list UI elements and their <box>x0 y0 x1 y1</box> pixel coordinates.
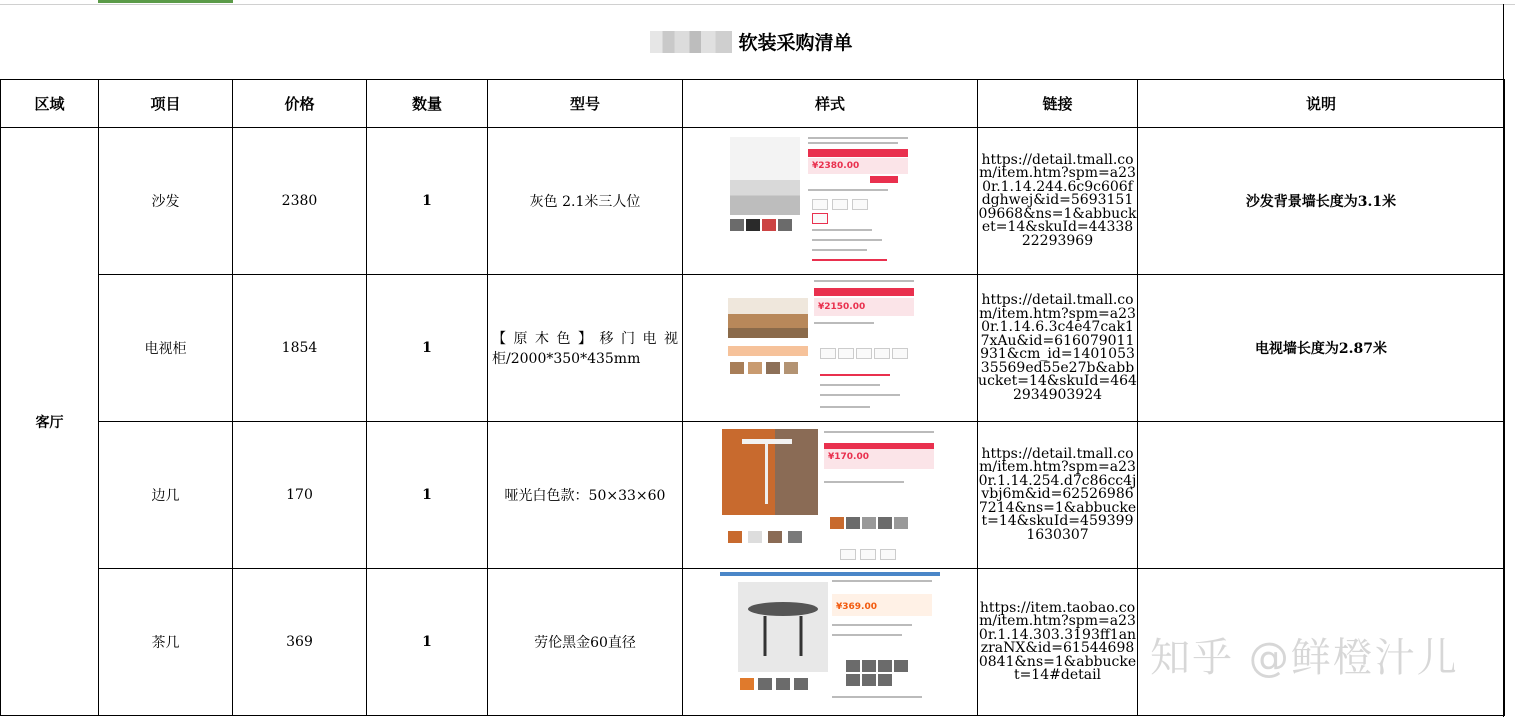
table-row <box>1 275 1505 422</box>
model-cell[interactable]: 【原木色】移门电视柜/2000*350*435mm <box>488 275 683 422</box>
header-price[interactable]: 价格 <box>233 80 367 128</box>
text-line <box>812 229 872 231</box>
sheet-title-cell[interactable] <box>0 4 1503 80</box>
thumb <box>788 531 802 543</box>
thumb <box>784 362 798 374</box>
text-line <box>820 406 870 408</box>
text-line <box>824 431 934 433</box>
style-cell[interactable] <box>683 275 978 422</box>
link-cell[interactable]: https://detail.tmall.com/item.htm?spm=a230r.1.14.244.6c9c606fdghwej&id=569315109668&ns=1&abbucket=14&skuId=4433822293969 <box>978 128 1138 275</box>
shot-price: ¥369.00 <box>836 602 877 612</box>
header-qty[interactable]: 数量 <box>367 80 488 128</box>
text-line <box>820 394 900 396</box>
option-chip <box>860 549 876 560</box>
price-cell[interactable]: 170 <box>233 422 367 569</box>
style-cell[interactable] <box>683 569 978 716</box>
product-screenshot-coffee-table <box>720 572 940 712</box>
thumb <box>728 531 742 543</box>
thumb <box>768 531 782 543</box>
option-chip <box>820 348 836 359</box>
option-chip <box>840 549 856 560</box>
option-chip <box>812 199 828 210</box>
thumb <box>830 517 844 529</box>
note-cell[interactable] <box>1138 422 1505 569</box>
option-chip <box>832 199 848 210</box>
price-cell[interactable]: 1854 <box>233 275 367 422</box>
purchase-table <box>0 79 1505 716</box>
table-leg <box>765 444 768 504</box>
table-row <box>1 422 1505 569</box>
promo-banner <box>814 288 914 296</box>
model-cell[interactable]: 哑光白色款：50×33×60 <box>488 422 683 569</box>
coffee-table-legs <box>760 616 806 656</box>
area-cell[interactable]: 客厅 <box>1 128 99 716</box>
item-cell[interactable]: 边几 <box>99 422 233 569</box>
option-chip <box>838 348 854 359</box>
header-row <box>1 80 1505 128</box>
header-item[interactable]: 项目 <box>99 80 233 128</box>
blurred-name <box>650 31 732 53</box>
option-chip <box>856 348 872 359</box>
header-area[interactable]: 区域 <box>1 80 99 128</box>
link-cell[interactable]: https://item.taobao.com/item.htm?spm=a230r.1.14.303.3193ff1anzraNX&id=615446980841&ns=1&abbucket=14#detail <box>978 569 1138 716</box>
selected-column-indicator <box>98 0 233 3</box>
thumb <box>862 660 876 672</box>
text-line <box>812 239 882 241</box>
qty-cell[interactable]: 1 <box>367 422 488 569</box>
style-cell[interactable] <box>683 128 978 275</box>
text-line <box>832 696 922 698</box>
promo-banner <box>808 149 908 157</box>
thumb <box>862 517 876 529</box>
product-screenshot-side-table <box>720 425 940 565</box>
thumb <box>748 531 762 543</box>
option-chip <box>874 348 890 359</box>
text-line <box>832 634 902 636</box>
shot-price: ¥170.00 <box>828 452 869 462</box>
thumb <box>878 517 892 529</box>
thumb <box>748 362 762 374</box>
text-line <box>832 624 912 626</box>
header-style[interactable]: 样式 <box>683 80 978 128</box>
label-bar <box>728 346 808 356</box>
thumb <box>846 517 860 529</box>
link-cell[interactable]: https://detail.tmall.com/item.htm?spm=a230r.1.14.254.d7c86cc4jvbj6m&id=625269867214&ns=1&abbucket=14&skuId=4593991630307 <box>978 422 1138 569</box>
text-line <box>808 142 898 144</box>
shot-price: ¥2150.00 <box>818 302 866 312</box>
header-link[interactable]: 链接 <box>978 80 1138 128</box>
thumb <box>778 219 792 231</box>
model-cell[interactable]: 劳伦黑金60直径 <box>488 569 683 716</box>
link-cell[interactable]: https://detail.tmall.com/item.htm?spm=a230r.1.14.6.3c4e47cak17xAu&id=616079011931&cm_id=140105335569ed55e27b&abbucket=14&skuId=4642934903924 <box>978 275 1138 422</box>
text-line <box>808 189 888 191</box>
item-cell[interactable]: 沙发 <box>99 128 233 275</box>
text-line <box>832 580 932 582</box>
table-row <box>1 128 1505 275</box>
tv-cabinet-image <box>728 298 808 338</box>
model-cell[interactable]: 灰色 2.1米三人位 <box>488 128 683 275</box>
thumb <box>894 517 908 529</box>
thumb <box>794 678 808 690</box>
thumb <box>862 674 876 686</box>
sheet-right-border <box>1503 4 1504 717</box>
watermark: 知乎 @鲜橙汁儿 <box>1150 635 1459 681</box>
thumb <box>762 219 776 231</box>
thumb <box>730 362 744 374</box>
note-cell[interactable]: 沙发背景墙长度为3.1米 <box>1138 128 1505 275</box>
thumb <box>878 674 892 686</box>
qty-cell[interactable]: 1 <box>367 275 488 422</box>
thumb <box>758 678 772 690</box>
thumb <box>746 219 760 231</box>
thumb <box>776 678 790 690</box>
style-cell[interactable] <box>683 422 978 569</box>
thumb <box>730 219 744 231</box>
option-chip <box>812 213 828 224</box>
option-chip <box>892 348 908 359</box>
text-line <box>814 280 914 282</box>
text-line <box>814 322 874 324</box>
text-line <box>820 374 890 376</box>
text-line <box>808 137 908 139</box>
text-line <box>820 384 880 386</box>
thumb <box>894 660 908 672</box>
note-cell[interactable]: 电视墙长度为2.87米 <box>1138 275 1505 422</box>
option-chip <box>880 549 896 560</box>
price-cell[interactable]: 369 <box>233 569 367 716</box>
thumb <box>846 660 860 672</box>
coupon <box>870 176 898 183</box>
sofa-image <box>730 137 800 215</box>
option-chip <box>852 199 868 210</box>
product-screenshot-tv-cabinet <box>720 278 940 418</box>
item-cell[interactable]: 茶几 <box>99 569 233 716</box>
text-line <box>824 481 904 483</box>
thumb <box>740 678 754 690</box>
text-line <box>812 249 867 251</box>
header-model[interactable]: 型号 <box>488 80 683 128</box>
product-screenshot-sofa <box>720 131 940 271</box>
coffee-table-top <box>748 602 818 616</box>
browser-bar <box>720 572 940 576</box>
text-line <box>812 259 887 261</box>
item-cell[interactable]: 电视柜 <box>99 275 233 422</box>
qty-cell[interactable]: 1 <box>367 128 488 275</box>
thumb <box>878 660 892 672</box>
price-cell[interactable]: 2380 <box>233 128 367 275</box>
thumb <box>766 362 780 374</box>
shot-price: ¥2380.00 <box>812 161 860 171</box>
header-note[interactable]: 说明 <box>1138 80 1505 128</box>
sheet-title: 软装采购清单 <box>738 32 853 54</box>
thumb <box>846 674 860 686</box>
qty-cell[interactable]: 1 <box>367 569 488 716</box>
